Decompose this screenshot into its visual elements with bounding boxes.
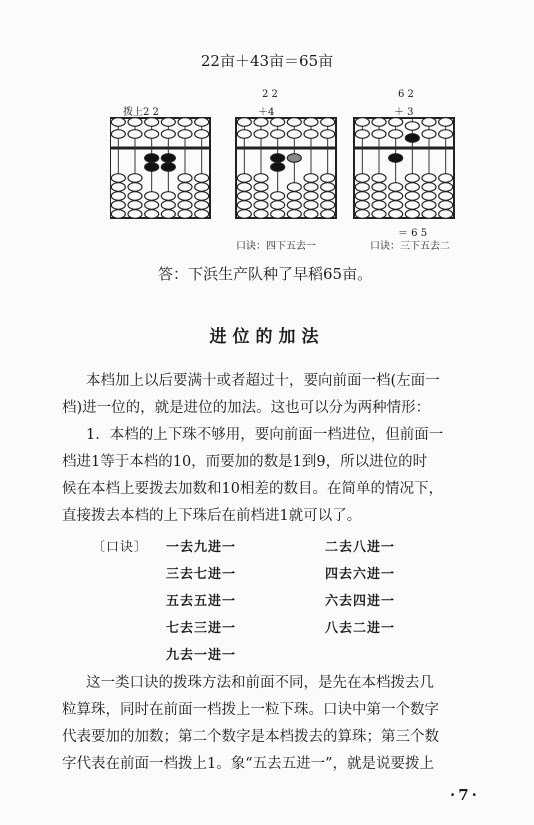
- rhyme-item-8: 八去二进一: [325, 621, 396, 636]
- abacus-lower-bead: [355, 201, 369, 210]
- abacus-upper-bead: [321, 118, 335, 127]
- rhyme-list-label: 〔口诀〕: [92, 540, 149, 555]
- abacus-upper-bead: [304, 118, 318, 127]
- abacus-lower-bead: [161, 163, 175, 172]
- page-number-value: 7: [458, 786, 472, 804]
- abacus-upper-bead: [355, 130, 369, 139]
- abacus-upper-bead: [254, 130, 268, 139]
- abacus-upper-bead: [422, 130, 436, 139]
- abacus-lower-bead: [321, 183, 335, 192]
- rhyme-item-5: 五去五进一: [166, 594, 237, 609]
- abacus-lower-bead: [254, 210, 268, 219]
- abacus-lower-bead: [111, 192, 125, 201]
- abacus-upper-bead: [254, 118, 268, 127]
- explanation-line2: 粒算珠，同时在前面一档拨上一粒下珠。口诀中第一个数字: [62, 702, 439, 718]
- explanation-line3: 代表要加的加数；第二个数字是本档拨去的算珠；第三个数: [62, 729, 439, 745]
- abacus-lower-bead: [271, 210, 285, 219]
- abacus-lower-bead: [161, 192, 175, 201]
- abacus-lower-bead: [321, 210, 335, 219]
- abacus-upper-bead: [355, 118, 369, 127]
- abacus-lower-bead: [178, 201, 192, 210]
- abacus-1: [110, 118, 210, 219]
- abacus-upper-bead: [439, 118, 453, 127]
- abacus-upper-bead: [321, 130, 335, 139]
- abacus-lower-bead: [161, 201, 175, 210]
- para2-line1: 1．本档的上下珠不够用，要向前面一档进位，但前面一: [86, 427, 444, 443]
- abacus-lower-bead: [195, 210, 209, 219]
- abacus-upper-bead: [287, 118, 301, 127]
- rhyme-item-9: 九去一进一: [166, 648, 237, 663]
- abacus-lower-bead: [439, 201, 453, 210]
- abacus-lower-bead: [389, 183, 403, 192]
- rhyme-item-2: 二去八进一: [325, 540, 396, 555]
- abacus-lower-bead: [405, 174, 419, 183]
- abacus-upper-bead: [111, 130, 125, 139]
- abacus-lower-bead: [372, 174, 386, 183]
- abacus-upper-bead: [161, 130, 175, 139]
- abacus-upper-bead: [237, 118, 251, 127]
- abacus-lower-bead: [405, 192, 419, 201]
- abacus-lower-bead: [321, 174, 335, 183]
- abacus-lower-bead: [195, 192, 209, 201]
- abacus-upper-bead: [111, 118, 125, 127]
- abacus-lower-bead: [439, 174, 453, 183]
- abacus-upper-bead: [128, 118, 142, 127]
- abacus-lower-bead: [178, 183, 192, 192]
- abacus-lower-bead: [372, 210, 386, 219]
- abacus-lower-bead: [287, 201, 301, 210]
- explanation-line1: 这一类口诀的拨珠方法和前面不同，是先在本档拨去几: [86, 675, 434, 691]
- rhyme-caption-2: 口诀：三下五去二: [370, 241, 450, 252]
- abacus-lower-bead: [271, 163, 285, 172]
- result-label: ＝ 6 5: [398, 228, 428, 239]
- section-title: 进位的加法: [209, 327, 325, 347]
- abacus-lower-bead: [178, 174, 192, 183]
- abacus-upper-bead: [389, 130, 403, 139]
- abacus-upper-bead: [287, 130, 301, 139]
- abacus-lower-bead: [321, 192, 335, 201]
- abacus-lower-bead: [321, 201, 335, 210]
- abacus-lower-bead: [237, 201, 251, 210]
- abacus-2-top: 2 2: [262, 89, 278, 100]
- abacus-lower-bead: [254, 174, 268, 183]
- abacus-lower-bead: [304, 201, 318, 210]
- para1-line2: 档)进一位的，就是进位的加法。这也可以分为两种情形：: [62, 400, 431, 416]
- abacus-lower-bead: [422, 183, 436, 192]
- abacus-upper-bead: [405, 134, 419, 143]
- abacus-lower-bead: [145, 201, 159, 210]
- abacus-upper-bead: [178, 130, 192, 139]
- abacus-lower-bead: [254, 192, 268, 201]
- abacus-lower-bead: [355, 210, 369, 219]
- abacus-2-bottom: ＋4: [258, 107, 275, 118]
- abacus-lower-bead: [355, 183, 369, 192]
- answer-line: 答：下浜生产队种了早稻65亩。: [158, 265, 373, 283]
- abacus-upper-bead: [195, 118, 209, 127]
- abacus-3-bottom: ＋ 3: [394, 107, 414, 118]
- rhyme-item-4: 四去六进一: [325, 567, 396, 582]
- abacus-lower-bead: [111, 210, 125, 219]
- abacus-diagram: [110, 116, 460, 226]
- abacus-lower-bead: [287, 183, 301, 192]
- abacus-lower-bead: [195, 183, 209, 192]
- abacus-upper-bead: [389, 118, 403, 127]
- abacus-lower-bead: [389, 201, 403, 210]
- abacus-lower-bead: [237, 183, 251, 192]
- abacus-lower-bead: [389, 154, 403, 163]
- abacus-upper-bead: [304, 130, 318, 139]
- abacus-lower-bead: [439, 183, 453, 192]
- abacus-lower-bead: [237, 210, 251, 219]
- abacus-lower-bead: [287, 210, 301, 219]
- abacus-lower-bead: [128, 192, 142, 201]
- abacus-upper-bead: [237, 130, 251, 139]
- abacus-lower-bead: [439, 192, 453, 201]
- abacus-lower-bead: [405, 201, 419, 210]
- abacus-lower-bead: [145, 163, 159, 172]
- abacus-lower-bead: [304, 183, 318, 192]
- abacus-lower-bead: [405, 183, 419, 192]
- abacus-lower-bead: [195, 174, 209, 183]
- abacus-lower-bead: [389, 210, 403, 219]
- abacus-lower-bead: [304, 210, 318, 219]
- abacus-lower-bead: [271, 192, 285, 201]
- abacus-lower-bead: [355, 192, 369, 201]
- abacus-lower-bead: [287, 192, 301, 201]
- abacus-lower-bead: [128, 210, 142, 219]
- abacus-upper-bead: [271, 130, 285, 139]
- abacus-lower-bead: [111, 201, 125, 210]
- abacus-lower-bead: [111, 183, 125, 192]
- abacus-lower-bead: [271, 154, 285, 163]
- abacus-lower-bead: [389, 192, 403, 201]
- abacus-lower-bead: [145, 154, 159, 163]
- abacus-lower-bead: [422, 201, 436, 210]
- para2-line2: 档进1等于本档的10，而要加的数是1到9，所以进位的时: [62, 454, 428, 470]
- abacus-lower-bead: [161, 154, 175, 163]
- abacus-lower-bead: [128, 183, 142, 192]
- abacus-3-top: 6 2: [398, 89, 414, 100]
- abacus-upper-bead: [178, 118, 192, 127]
- abacus-lower-bead: [111, 174, 125, 183]
- abacus-1-label: 拨上2 2: [123, 107, 159, 118]
- abacus-upper-bead: [439, 130, 453, 139]
- abacus-upper-bead: [161, 118, 175, 127]
- abacus-lower-bead: [145, 192, 159, 201]
- abacus-lower-bead: [195, 201, 209, 210]
- explanation-line4: 字代表在前面一档拨上1。象“五去五进一”，就是说要拨上: [62, 756, 435, 772]
- abacus-lower-bead: [304, 174, 318, 183]
- abacus-lower-bead: [355, 174, 369, 183]
- para2-line3: 候在本档上要拨去加数和10相差的数目。在简单的情况下，: [62, 481, 443, 497]
- abacus-upper-bead: [372, 130, 386, 139]
- rhyme-item-3: 三去七进一: [166, 567, 237, 582]
- para1-line1: 本档加上以后要满十或者超过十，要向前面一档(左面一: [86, 373, 440, 389]
- abacus-lower-bead: [439, 210, 453, 219]
- abacus-lower-bead: [405, 210, 419, 219]
- abacus-lower-bead: [372, 192, 386, 201]
- abacus-lower-bead: [422, 210, 436, 219]
- abacus-lower-bead: [287, 154, 301, 163]
- rhyme-item-6: 六去四进一: [325, 594, 396, 609]
- abacus-upper-bead: [271, 118, 285, 127]
- abacus-3: [354, 118, 454, 219]
- abacus-lower-bead: [254, 183, 268, 192]
- abacus-lower-bead: [128, 174, 142, 183]
- abacus-upper-bead: [145, 118, 159, 127]
- abacus-upper-bead: [372, 118, 386, 127]
- abacus-lower-bead: [237, 192, 251, 201]
- abacus-lower-bead: [422, 192, 436, 201]
- abacus-upper-bead: [145, 130, 159, 139]
- page-number: ·7·: [450, 786, 480, 804]
- abacus-lower-bead: [422, 174, 436, 183]
- rhyme-caption-1: 口诀：四下五去一: [236, 241, 316, 252]
- abacus-lower-bead: [372, 183, 386, 192]
- rhyme-item-7: 七去三进一: [166, 621, 237, 636]
- abacus-upper-bead: [128, 130, 142, 139]
- para2-line4: 直接拨去本档的上下珠后在前档进1就可以了。: [62, 508, 362, 524]
- abacus-lower-bead: [304, 192, 318, 201]
- abacus-2: [236, 118, 336, 219]
- abacus-upper-bead: [195, 130, 209, 139]
- rhyme-item-1: 一去九进一: [166, 540, 237, 555]
- abacus-lower-bead: [161, 210, 175, 219]
- abacus-lower-bead: [271, 201, 285, 210]
- abacus-lower-bead: [145, 210, 159, 219]
- abacus-lower-bead: [237, 174, 251, 183]
- example-equation: 22亩＋43亩＝65亩: [200, 52, 334, 70]
- abacus-upper-bead: [422, 118, 436, 127]
- abacus-lower-bead: [178, 192, 192, 201]
- abacus-lower-bead: [372, 201, 386, 210]
- abacus-lower-bead: [254, 201, 268, 210]
- abacus-lower-bead: [178, 210, 192, 219]
- abacus-upper-bead: [405, 122, 419, 131]
- abacus-lower-bead: [128, 201, 142, 210]
